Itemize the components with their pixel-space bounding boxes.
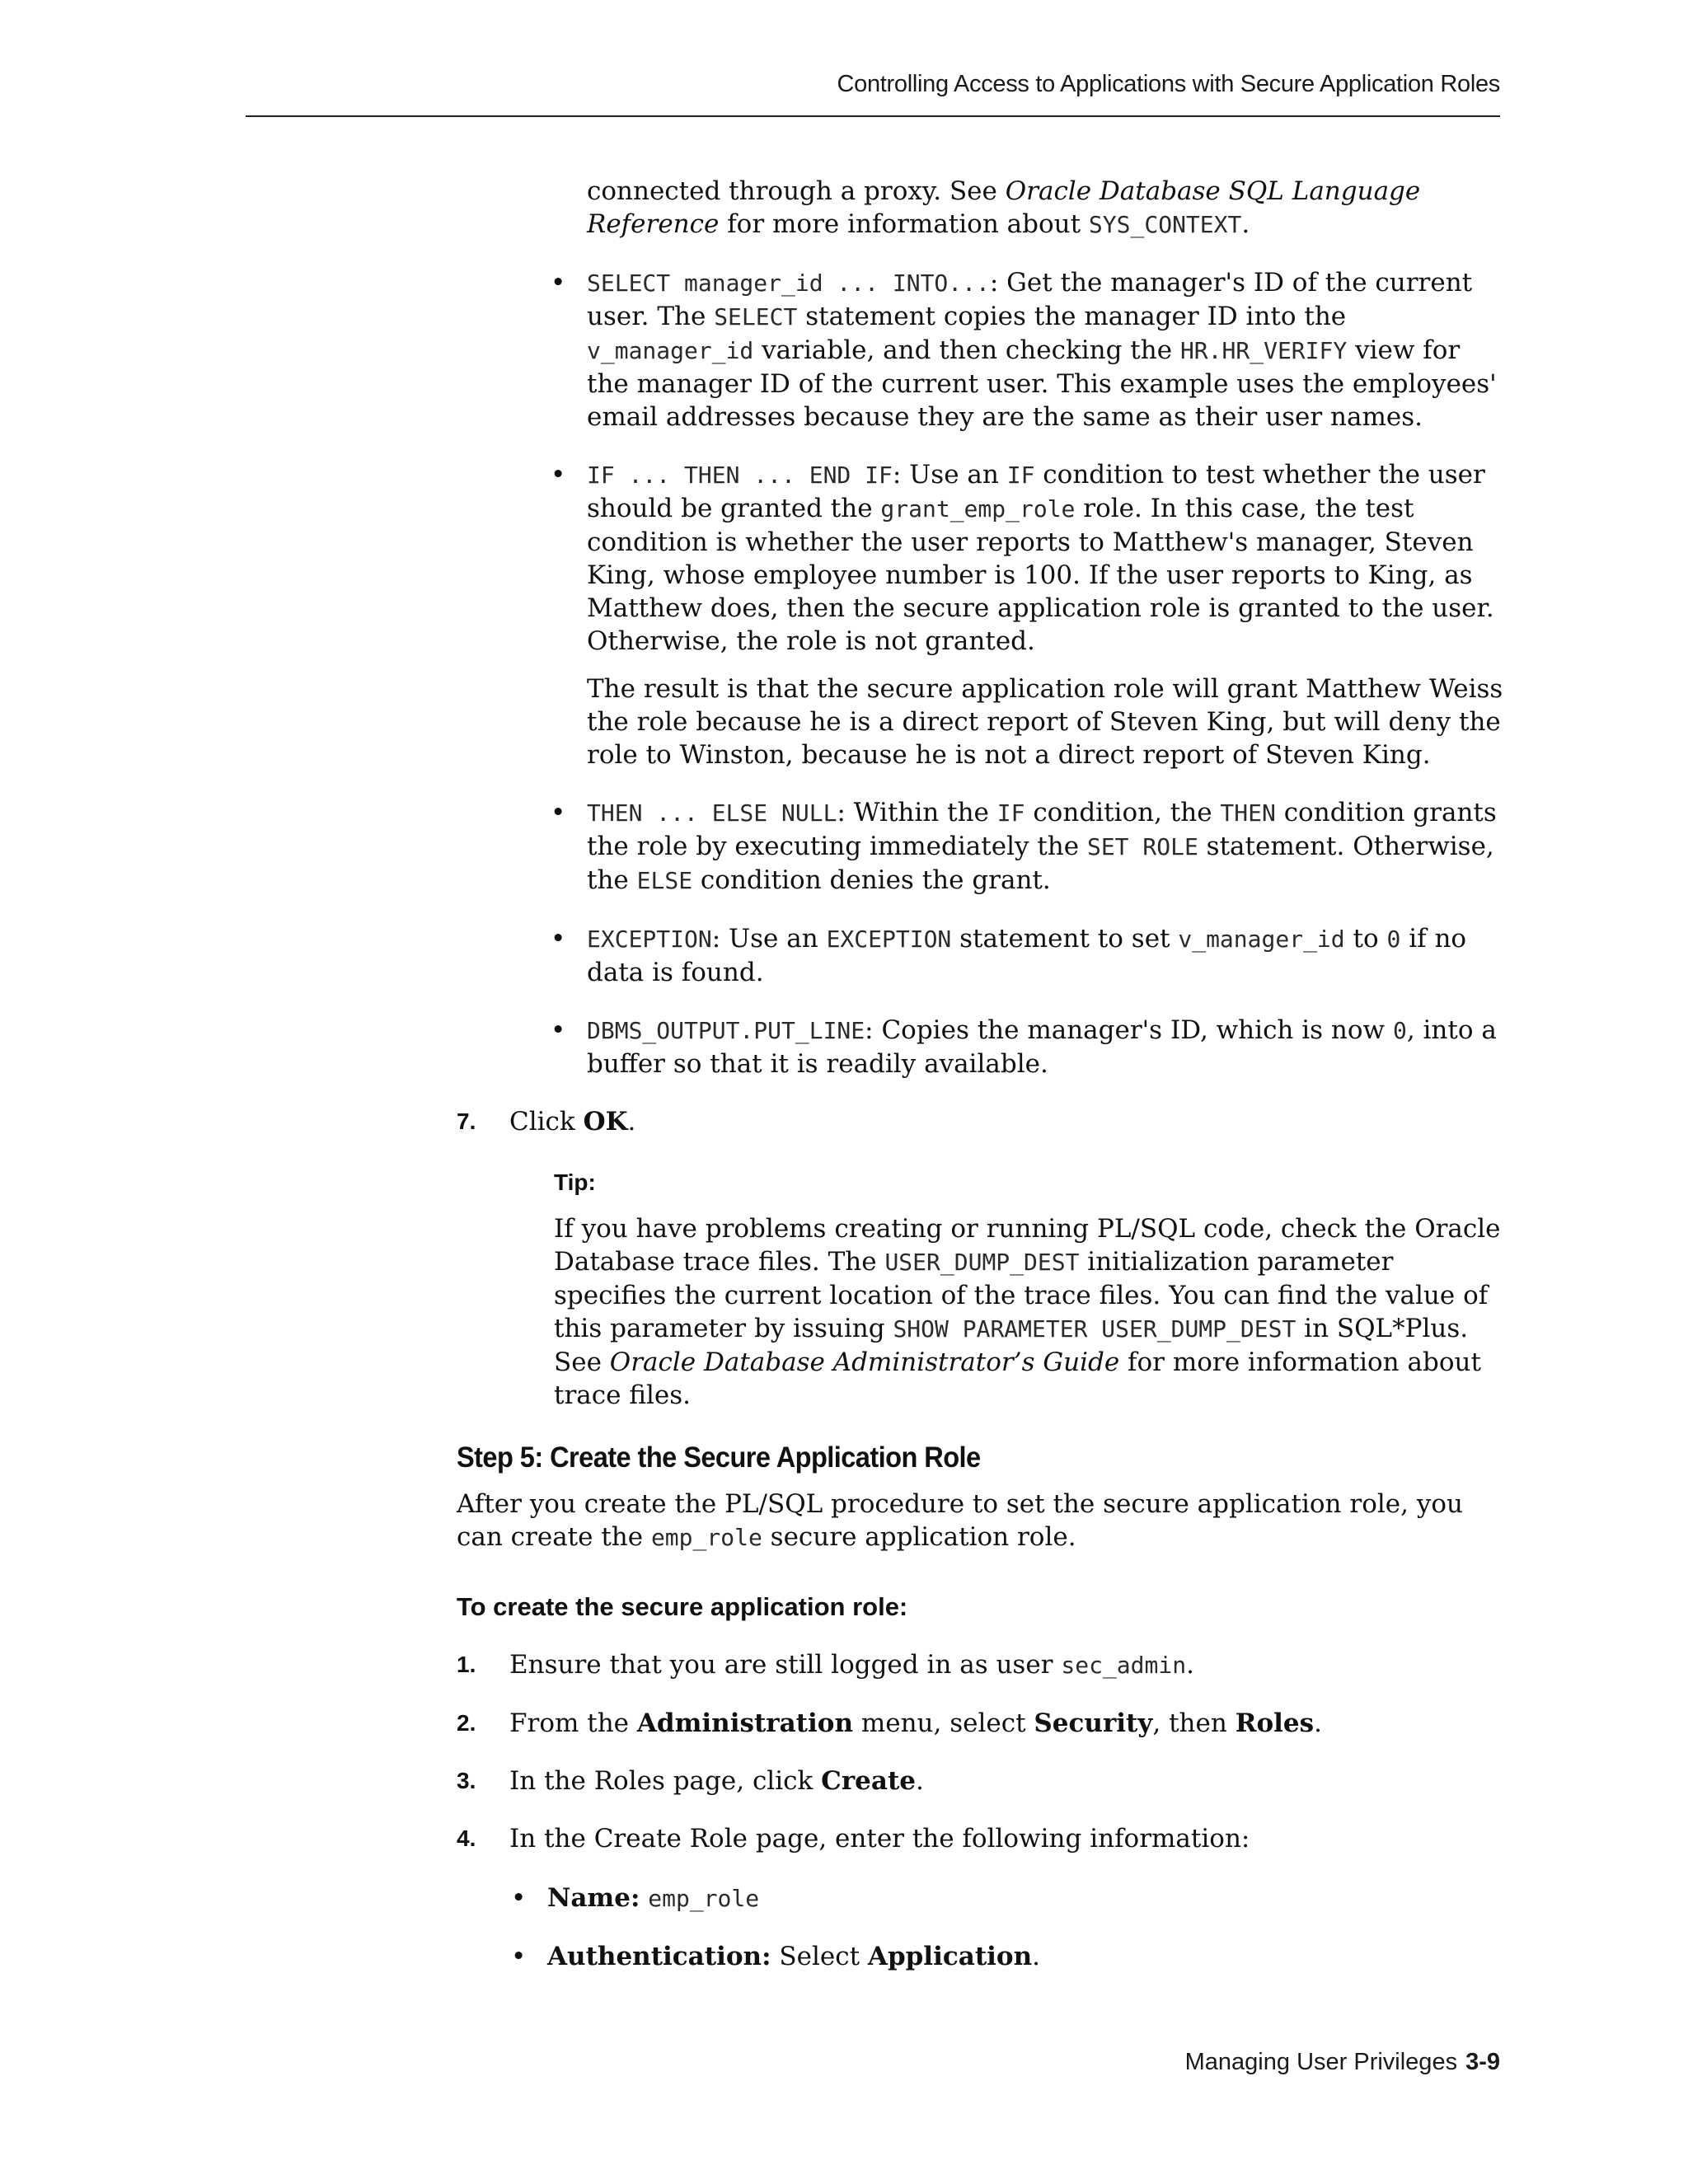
page-content (0, 175, 1688, 1973)
header-rule (246, 115, 1500, 117)
section-intro: After you create the PL/SQL procedure to set the secure application role, you can create the emp_role secure application role. (457, 1489, 1463, 1552)
step-3: 3. In the Roles page, click Create. (457, 1766, 924, 1796)
doc-reference: Oracle Database SQL Language Reference (587, 176, 1421, 239)
bullet-icon: • (551, 1015, 566, 1045)
bullet-if-then-result: The result is that the secure application role will grant Matthew Weiss the role because he is a direct report of Steven King, but will deny the role to Winston, because he is not a direct report of Steven King. (587, 674, 1503, 770)
step-1: 1. Ensure that you are still logged in as user sec_admin. (457, 1650, 1194, 1680)
tip-box (554, 1166, 1502, 1412)
step-7: 7. Click OK. (457, 1107, 636, 1137)
bullet-select: • SELECT manager_id ... INTO...: Get the manager's ID of the current user. The SELECT statement copies the manager ID into the v_manager_id variable, and then checking the HR.HR_VERIFY view for the manager ID of the current user. This example uses the employees' email addresses because they are the same as their user names. (551, 268, 1497, 432)
section-heading: Step 5: Create the Secure Application Role (457, 1441, 981, 1474)
field-authentication-bullet: • Authentication: Select Application. (511, 1942, 1040, 1971)
bullet-exception: • EXCEPTION: Use an EXCEPTION statement to set v_manager_id to 0 if no data is found. (551, 924, 1467, 987)
explanation-bullets (0, 266, 1688, 1080)
bullet-dbms-output: • DBMS_OUTPUT.PUT_LINE: Copies the manager's ID, which is now 0, into a buffer so that it is readily available. (551, 1015, 1497, 1079)
bullet-then-else: • THEN ... ELSE NULL: Within the IF condition, the THEN condition grants the role by executing immediately the SET ROLE statement. Otherwise, the ELSE condition denies the grant. (551, 798, 1497, 895)
tip-label: Tip: (554, 1169, 596, 1195)
bullet-icon: • (551, 798, 566, 827)
step-2: 2. From the Administration menu, select Security, then Roles. (457, 1708, 1322, 1738)
step-4: 4. In the Create Role page, enter the following information: (457, 1824, 1250, 1854)
running-header: Controlling Access to Applications with Secure Application Roles (837, 71, 1500, 97)
tip-text: If you have problems creating or running PL/SQL code, check the Oracle Database trace files. The USER_DUMP_DEST initialization parameter specifies the current location of the trace files. You can find the value of this parameter by issuing SHOW PARAMETER USER_DUMP_DEST in SQL*Plus. See Oracle Database Administrator’s Guide for more information about trace files. (554, 1214, 1501, 1410)
bullet-icon: • (511, 1942, 527, 1971)
field-name-bullet: • Name: emp_role (511, 1883, 760, 1913)
procedure-heading: To create the secure application role: (457, 1592, 908, 1621)
page-footer (1185, 2049, 1500, 2076)
page-number: 3-9 (1465, 2049, 1500, 2075)
bullet-icon: • (551, 924, 566, 954)
footer-chapter: Managing User Privileges (1184, 2049, 1458, 2075)
intro-paragraph: connected through a proxy. See Oracle Database SQL Language Reference for more information about SYS_CONTEXT. (587, 176, 1421, 239)
bullet-icon: • (551, 268, 566, 298)
doc-reference: Oracle Database Administrator’s Guide (609, 1347, 1120, 1377)
bullet-icon: • (511, 1883, 527, 1913)
bullet-if-then: • IF ... THEN ... END IF: Use an IF condition to test whether the user should be granted the grant_emp_role role. In this case, the test condition is whether the user reports to Matthew's manager, Steven King, whose employee number is 100. If the user reports to King, as Matthew does, then the secure application role is granted to the user. Otherwise, the role is not granted. The result is that the secure application role will grant Matthew Weiss the role because he is a direct report of Steven King, but will deny the role to Winston, because he is not a direct report of Steven King. (551, 460, 1503, 770)
bullet-icon: • (551, 460, 566, 490)
